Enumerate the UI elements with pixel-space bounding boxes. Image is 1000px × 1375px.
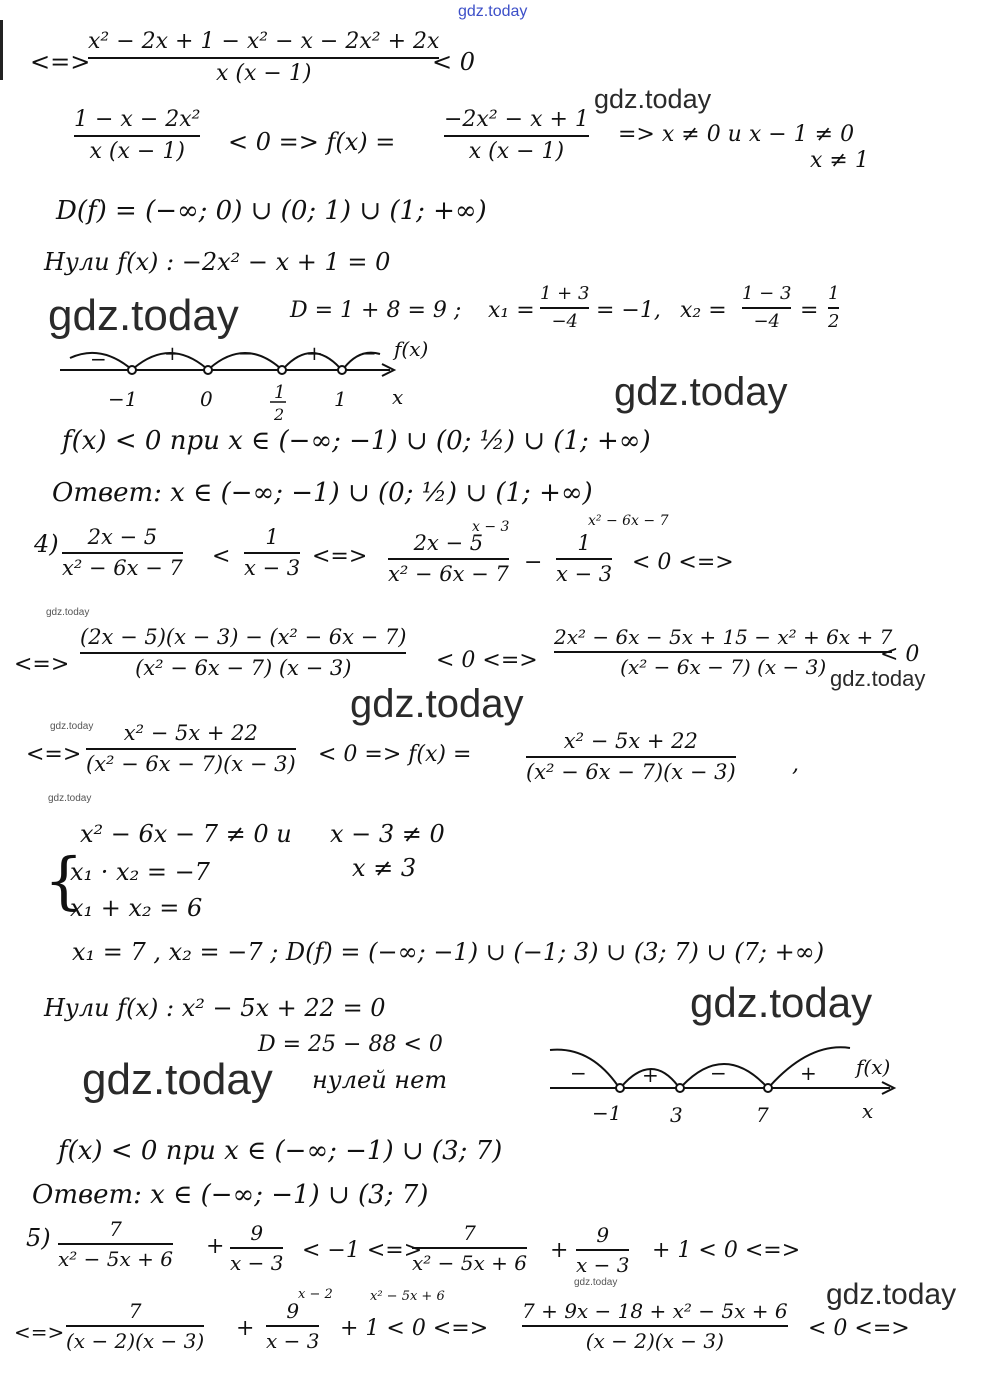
denominator: x² − 6x − 7 [388,562,509,587]
expression-text: < 0 => f(x) = [228,128,396,156]
numerator: x² − 5x + 22 [563,729,698,753]
denominator: x (x − 1) [89,139,185,165]
watermark: gdz.today [826,1278,957,1311]
denominator: (x² − 6x − 7) (x − 3) [135,656,352,681]
fraction-bar [828,307,839,309]
discriminant: D = 1 + 8 = 9 ; [290,298,462,323]
fraction [62,526,183,580]
vieta-equation: x₁ · x₂ = −7 [70,858,210,886]
domain-condition: x ≠ 1 [810,148,869,173]
tick-label: 2 [274,405,285,424]
sign-label: + [642,1063,659,1087]
numerator: 1 [265,525,279,549]
function-label: f(x) [856,1055,891,1079]
roots-and-domain: x₁ = 7 , x₂ = −7 ; D(f) = (−∞; −1) ∪ (−1; 3) ∪ (3; 7) ∪ (7; +∞) [72,938,825,966]
tick-label: 0 [200,387,213,411]
fraction-x1 [540,284,589,332]
solution-line: f(x) < 0 при x ∈ (−∞; −1) ∪ (3; 7) [58,1136,503,1166]
sign-label: − [90,347,107,371]
denominator: x − 3 [576,1253,630,1277]
root-value: = −1, [596,298,661,323]
watermark-small: gdz.today [48,793,92,804]
numerator: 1 − x − 2x² [74,107,201,132]
fraction-bar [58,1243,173,1245]
open-point [278,366,286,374]
open-point [764,1084,772,1092]
numerator: 7 + 9x − 18 + x² − 5x + 6 [522,1299,788,1323]
numerator: 2x − 5 [87,525,158,549]
axis-label: x [392,385,404,409]
plus-sign: + [550,1238,569,1263]
expression-text: < 0 <=> [632,550,734,575]
equiv-arrow: <=> [26,742,82,767]
fraction-bar [62,552,183,554]
numerator: 1 + 3 [540,283,590,304]
numerator: x² − 5x + 22 [123,721,258,745]
plus-sign: + [206,1234,225,1259]
numerator: (2x − 5)(x − 3) − (x² − 6x − 7) [80,625,407,649]
number-line-1 [60,337,480,430]
numerator: 1 − 3 [742,283,792,304]
condition: x ≠ 3 [352,854,417,882]
fraction [230,1222,283,1274]
numerator: 9 [596,1223,610,1247]
fraction-bar [66,1325,204,1327]
fraction [66,1300,204,1352]
denominator: (x² − 6x − 7) (x − 3) [620,655,827,679]
zeros-line: Нули f(x) : x² − 5x + 22 = 0 [44,994,386,1022]
plus-sign: + [236,1316,255,1341]
sign-label: − [570,1061,587,1085]
tick-label: 3 [670,1103,683,1127]
numerator: −2x² − x + 1 [444,107,589,132]
denominator: 2 [828,310,840,332]
domain-line: D(f) = (−∞; 0) ∪ (0; 1) ∪ (1; +∞) [56,196,487,226]
open-point [204,366,212,374]
tick-label: −1 [592,1101,622,1125]
numerator: 1 [577,531,591,555]
expression-text: < −1 <=> [302,1238,423,1263]
sign-label: − [710,1061,727,1085]
denominator: x − 3 [266,1329,320,1353]
zeros-line: Нули f(x) : −2x² − x + 1 = 0 [44,248,391,276]
inequality-sign: < 0 [432,48,476,76]
open-point [676,1084,684,1092]
fraction-bar [540,307,589,309]
inequality-sign: < 0 [880,642,920,667]
extra-factor: x − 2 [298,1287,333,1302]
fraction-x2 [742,284,791,332]
fraction-bar [80,652,406,654]
fraction-bar [444,135,589,137]
extra-factor: x² − 6x − 7 [588,513,669,529]
denominator: x (x − 1) [216,61,312,87]
answer-line: Ответ: x ∈ (−∞; −1) ∪ (3; 7) [32,1180,429,1210]
watermark: gdz.today [614,370,788,414]
no-zeros-text: нулей нет [312,1066,448,1094]
watermark-small: gdz.today [574,1277,618,1288]
fraction [266,1300,319,1352]
fraction-bar [742,307,791,309]
minus-sign: − [524,550,543,575]
watermark: gdz.today [82,1055,273,1104]
fraction-bar [522,1325,788,1327]
tick-label: 7 [756,1103,769,1127]
denominator: x (x − 1) [468,139,565,165]
open-point [616,1084,624,1092]
numerator: 2x − 5 [413,531,484,555]
denominator: (x − 2)(x − 3) [585,1329,724,1353]
tick-label: −1 [108,387,138,411]
denominator: (x² − 6x − 7)(x − 3) [526,760,736,785]
denominator: x² − 6x − 7 [62,556,183,581]
denominator: −4 [753,310,780,332]
fraction-line2a [74,108,200,164]
sign-label: + [306,341,323,365]
numerator: x² − 2x + 1 − x² − x − 2x² + 2x [88,29,440,54]
system-brace: { [44,844,84,917]
function-label: f(x) [394,337,429,361]
fraction-bar [526,756,736,758]
sign-label: + [164,341,181,365]
watermark: gdz.today [594,84,712,114]
fraction-line1 [88,30,439,86]
fraction-bar [388,558,509,560]
equiv-arrow: <=> [30,48,91,76]
fraction [80,626,406,680]
extra-factor: x − 3 [472,519,510,535]
equiv-arrow: <=> [14,1320,65,1344]
watermark: gdz.today [48,291,239,340]
discriminant: D = 25 − 88 < 0 [258,1032,443,1057]
fraction [244,526,300,580]
expression-text: < 0 <=> [808,1316,910,1341]
fraction-bar [74,135,200,137]
denominator: (x² − 6x − 7)(x − 3) [86,752,296,777]
expression-text: < 0 <=> [436,648,538,673]
fraction-bar [576,1249,629,1251]
watermark: gdz.today [830,666,926,691]
fraction [388,532,509,586]
domain-condition: => x ≠ 0 и x − 1 ≠ 0 [618,122,855,147]
fraction [522,1300,788,1352]
fraction-line2b [444,108,589,164]
condition: x − 3 ≠ 0 [330,820,445,848]
fraction-bar [412,1247,527,1249]
fraction-bar [86,748,296,750]
fraction-bar [556,558,612,560]
denominator: x − 3 [244,556,301,581]
expression-text: < 0 => f(x) = [318,742,472,767]
fraction-half [828,284,839,332]
numerator: 7 [128,1299,142,1323]
fraction [412,1222,527,1274]
fraction [556,532,612,586]
problem-number: 4) [34,530,59,558]
watermark-small: gdz.today [46,607,90,618]
sign-label: + [800,1061,817,1085]
equals-sign: = [800,298,819,323]
denominator: −4 [551,310,578,332]
condition: x² − 6x − 7 ≠ 0 и [80,820,292,848]
axis-label: x [862,1099,874,1123]
fraction-bar [244,552,300,554]
numerator: 2x² − 6x − 5x + 15 − x² + 6x + 7 [554,625,893,649]
numerator: 9 [250,1221,264,1245]
equiv-arrow: <=> [312,544,368,569]
expression-text: + 1 < 0 <=> [340,1316,489,1341]
denominator: x − 3 [230,1251,284,1275]
inequality-sign: < [212,544,231,569]
extra-factor: x² − 5x + 6 [370,1289,445,1304]
fraction-bar [266,1325,319,1327]
root-label: x₁ = [488,298,535,323]
open-point [338,366,346,374]
fraction-bar [88,57,439,59]
answer-line: Ответ: x ∈ (−∞; −1) ∪ (0; ½) ∪ (1; +∞) [52,478,593,508]
sign-label: − [360,341,377,365]
watermark: gdz.today [350,682,524,726]
open-point [128,366,136,374]
fraction [58,1218,173,1270]
denominator: (x − 2)(x − 3) [66,1329,205,1353]
watermark-small: gdz.today [50,721,94,732]
numerator: 9 [286,1299,300,1323]
page-edge-mark [0,20,3,80]
fraction [526,730,736,784]
numerator: 7 [109,1217,122,1241]
denominator: x² − 5x + 6 [412,1251,527,1275]
sign-label: − [238,341,255,365]
vieta-equation: x₁ + x₂ = 6 [70,894,203,922]
equiv-arrow: <=> [14,652,70,677]
number-line-2 [550,1036,930,1126]
fraction-bar [554,651,892,653]
numerator: 1 [828,283,840,304]
numerator: 7 [463,1221,476,1245]
denominator: x − 3 [556,562,613,587]
root-label: x₂ = [680,298,727,323]
watermark: gdz.today [690,979,873,1026]
denominator: x² − 5x + 6 [58,1247,173,1271]
watermark-top: gdz.today [458,3,528,20]
expression-text: + 1 < 0 <=> [652,1238,801,1263]
problem-number: 5) [26,1224,51,1252]
fraction [86,722,296,776]
fraction [576,1224,629,1276]
tick-label: 1 [274,382,286,403]
solution-line: f(x) < 0 при x ∈ (−∞; −1) ∪ (0; ½) ∪ (1; +∞) [62,426,651,456]
comma: , [792,752,799,777]
fraction-bar [230,1247,283,1249]
tick-label: 1 [334,387,347,411]
